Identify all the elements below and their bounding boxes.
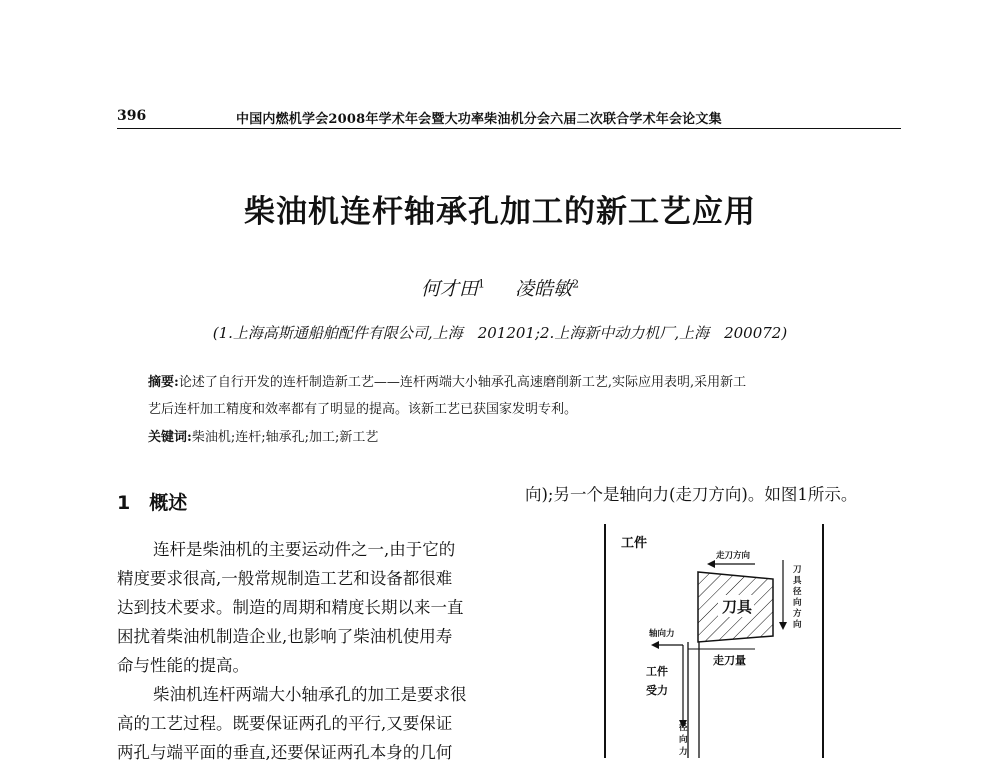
body-line-2: 精度要求很高,一般常规制造工艺和设备都很难 [117,569,453,588]
label-workpiece: 工件 [621,536,648,551]
section-heading: 1 概述 [117,492,188,514]
label-tool-radial-char: 方 [793,609,802,619]
label-tool-radial-char: 向 [793,598,802,608]
body-line-8: 两孔与端平面的垂直,还要保证两孔本身的几何 [117,743,453,762]
label-workpiece-force-2: 受力 [646,684,668,697]
author-2-sup: 2 [572,277,580,291]
body-line-6: 柴油机连杆两端大小轴承孔的加工是要求很 [153,685,467,704]
body-line-1: 连杆是柴油机的主要运动件之一,由于它的 [153,540,456,559]
label-workpiece-force-1: 工件 [646,665,668,678]
label-feed-amount: 走刀量 [713,654,746,667]
abstract-label: 摘要: [148,375,179,390]
label-tool-radial-char: 具 [793,576,802,586]
feed-direction-arrowhead [707,560,715,568]
label-radial-force-char: 力 [679,747,688,757]
abstract-line-1 [148,371,746,390]
abstract-line-2: 艺后连杆加工精度和效率都有了明显的提高。该新工艺已获国家发明专利。 [148,402,578,417]
figure-1 [595,522,855,760]
abstract-text-1: 论述了自行开发的连杆制造新工艺——连杆两端大小轴承孔高速磨削新工艺,实际应用表明,采用新工 [178,375,747,390]
label-tool-radial-char: 刀 [793,565,802,575]
label-axial-force: 轴向力 [649,629,675,639]
journal-title: 中国内燃机学会2008年学术年会暨大功率柴油机分会六届二次联合学术年会论文集 [236,112,722,127]
author-1-sup: 1 [477,277,485,291]
label-tool: 刀具 [722,598,753,616]
header-rule [117,128,901,129]
label-radial-force-char: 向 [679,735,688,745]
label-radial-force-char: 径 [679,723,688,733]
axial-force-arrowhead [651,641,659,649]
label-feed-direction: 走刀方向 [716,551,751,561]
body-line-3: 达到技术要求。制造的周期和精度长期以来一直 [117,598,464,617]
label-tool-radial-char: 向 [793,620,802,630]
authors [0,274,1000,301]
body-line-7: 高的工艺过程。既要保证两孔的平行,又要保证 [117,714,453,733]
right-column-text: 向);另一个是轴向力(走刀方向)。如图1所示。 [525,485,858,504]
label-tool-radial-char: 径 [793,587,802,597]
author-2-name: 凌皓敏 [515,278,573,300]
body-line-4: 困扰着柴油机制造企业,也影响了柴油机使用寿 [117,627,453,646]
keywords-text: 柴油机;连杆;轴承孔;加工;新工艺 [191,430,379,445]
paper-title: 柴油机连杆轴承孔加工的新工艺应用 [244,194,756,230]
tool-radial-arrowhead [779,622,787,630]
body-line-5: 命与性能的提高。 [117,656,249,675]
affiliations: (1.上海高斯通船舶配件有限公司,上海 201201;2.上海新中动力机厂,上海 200072) [212,324,788,342]
page-number: 396 [117,108,147,124]
keywords-label: 关键词: [148,430,192,445]
author-1-name: 何才田 [420,278,478,300]
keywords-line [148,426,378,445]
